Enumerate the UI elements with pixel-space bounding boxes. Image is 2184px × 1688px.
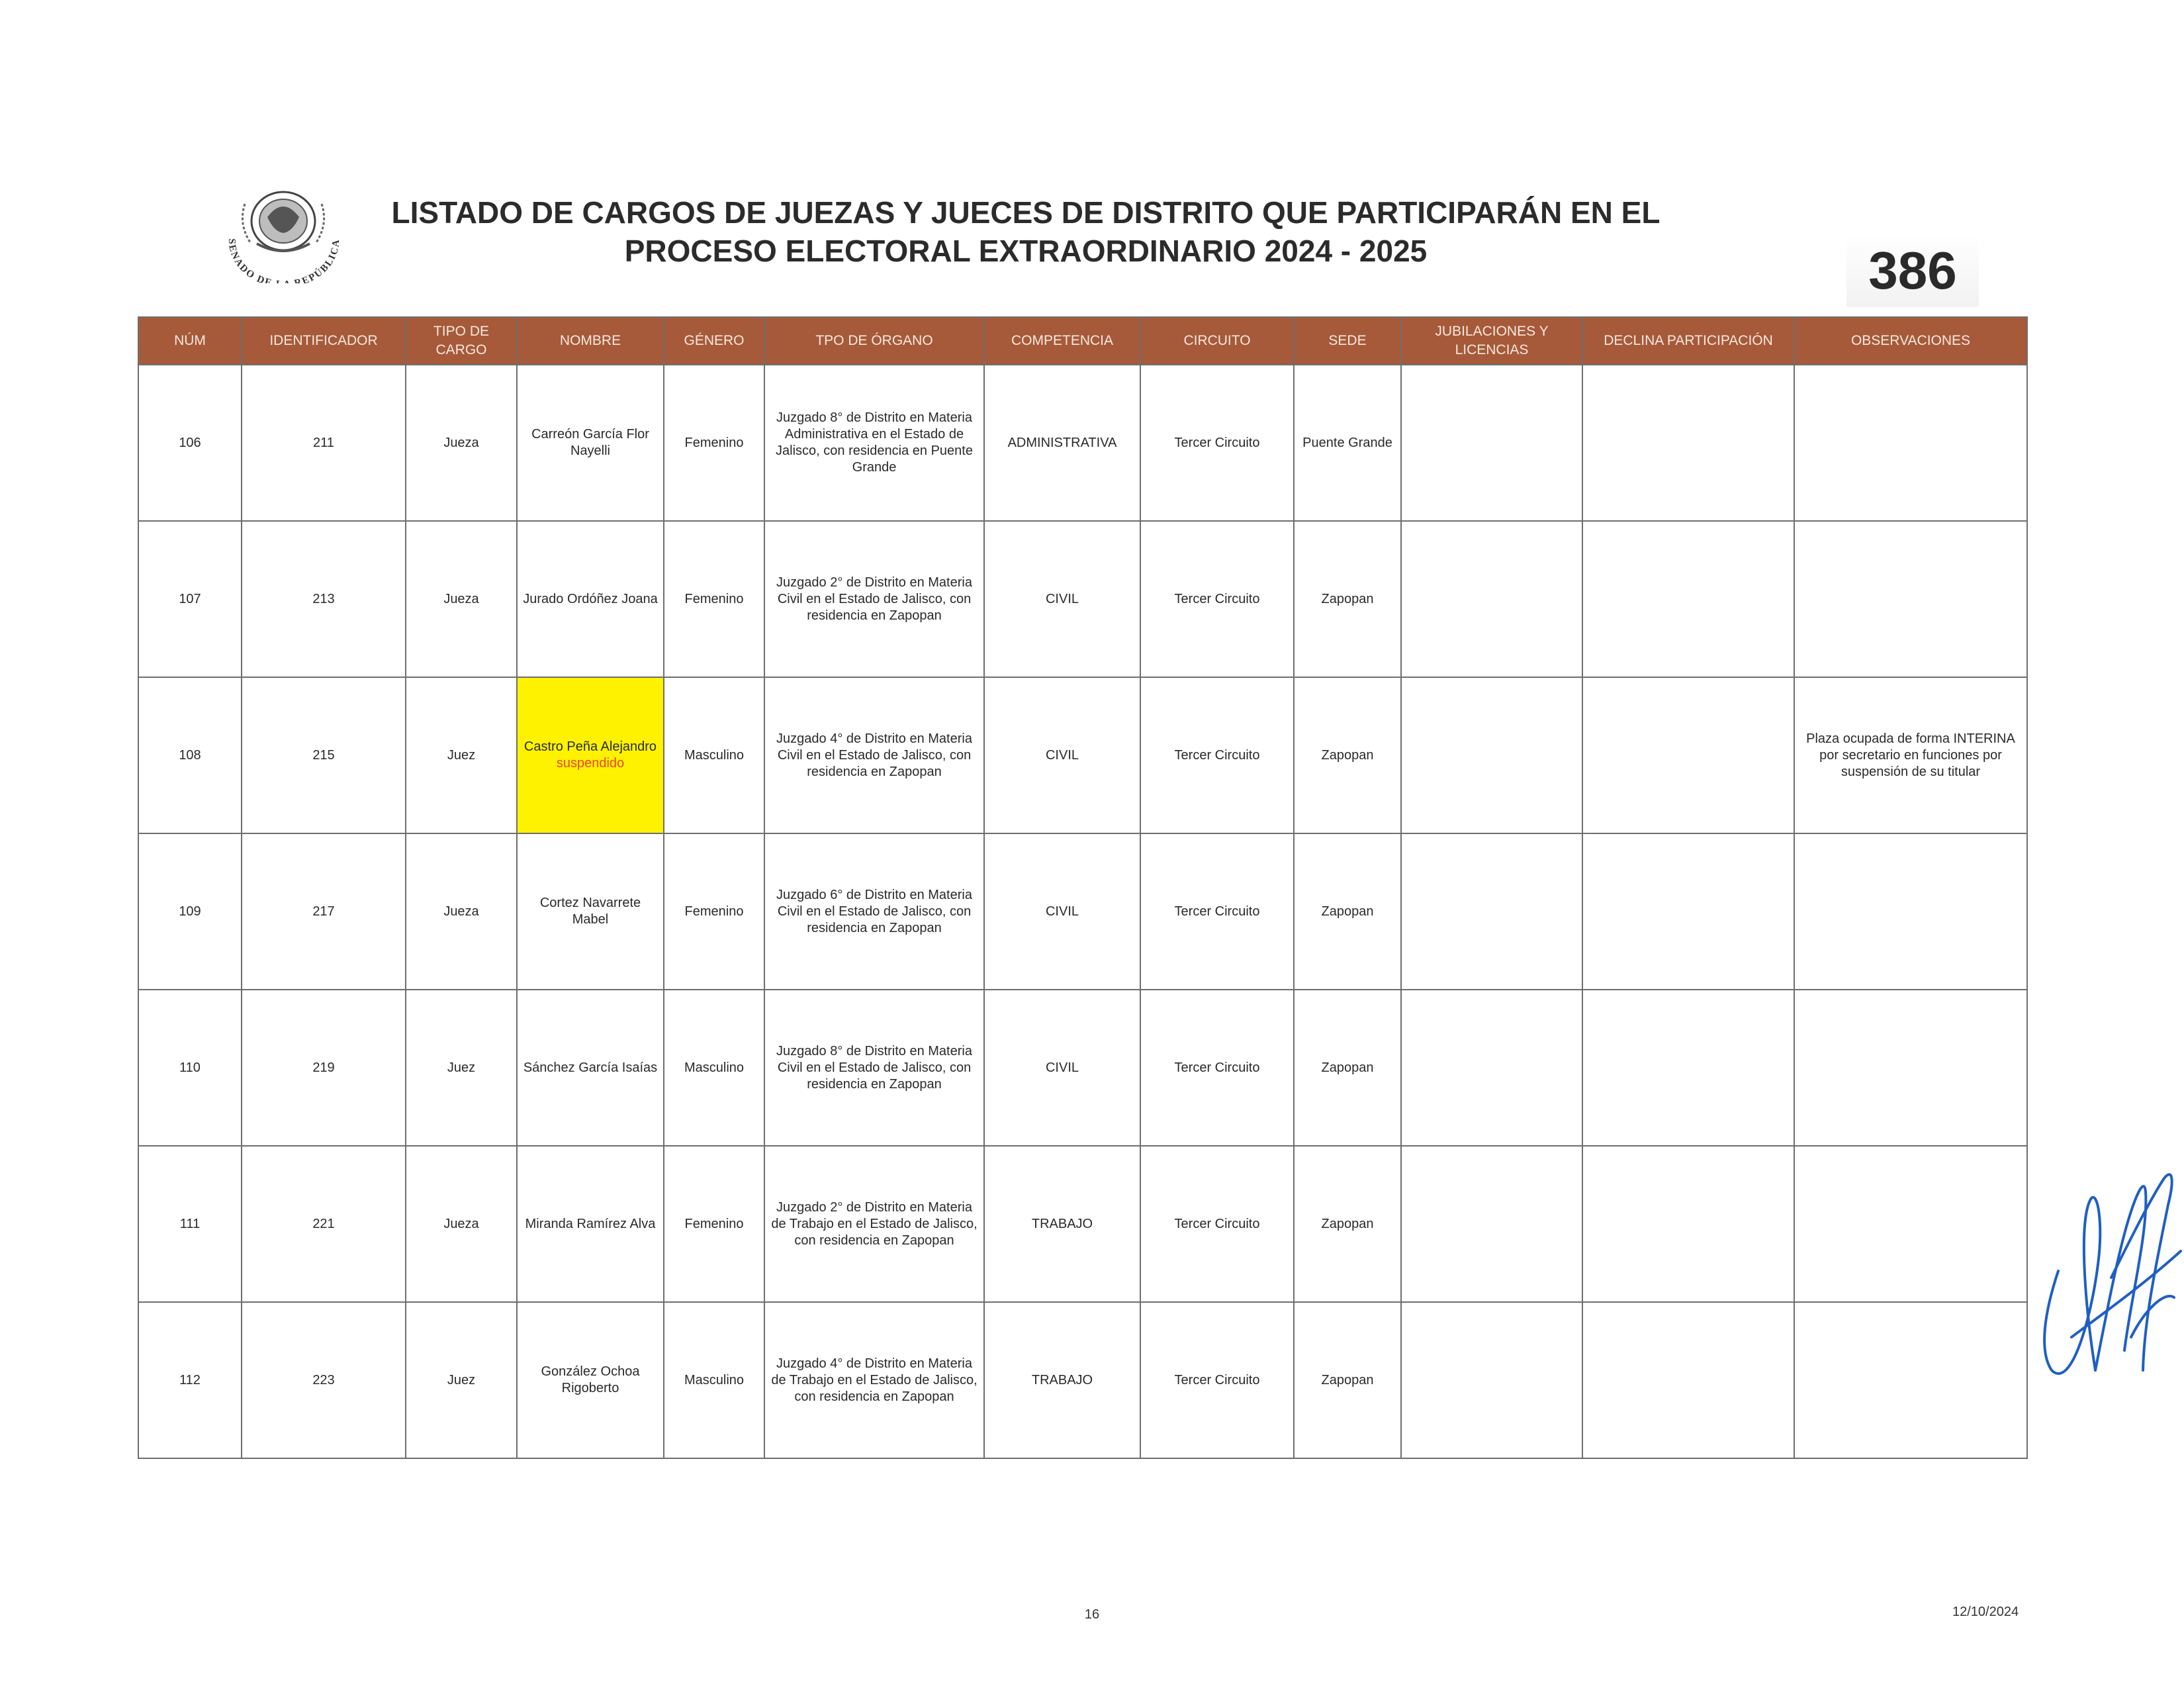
cell-num: 108 (138, 677, 242, 833)
cell-declina (1582, 1302, 1794, 1458)
cell-num: 112 (138, 1302, 242, 1458)
cargos-table (138, 316, 2028, 1459)
cell-num: 111 (138, 1146, 242, 1302)
cell-competencia: CIVIL (984, 833, 1140, 990)
column-header: JUBILACIONES Y LICENCIAS (1401, 317, 1582, 365)
column-header: SEDE (1294, 317, 1401, 365)
cell-competencia: CIVIL (984, 990, 1140, 1146)
column-header: TPO DE ÓRGANO (764, 317, 984, 365)
column-header: CIRCUITO (1140, 317, 1294, 365)
cell-jubilaciones (1401, 365, 1582, 521)
column-header: IDENTIFICADOR (242, 317, 406, 365)
cell-genero: Femenino (664, 833, 764, 990)
cell-genero: Femenino (664, 365, 764, 521)
footer-date: 12/10/2024 (1952, 1605, 2019, 1619)
table-row (138, 1302, 2027, 1458)
cell-competencia: CIVIL (984, 677, 1140, 833)
cell-nombre (517, 833, 664, 990)
column-header: DECLINA PARTICIPACIÓN (1582, 317, 1794, 365)
cell-nombre (517, 990, 664, 1146)
cell-circuito: Tercer Circuito (1140, 521, 1294, 677)
cell-genero: Masculino (664, 677, 764, 833)
table-row (138, 1146, 2027, 1302)
cell-tipo-cargo: Juez (406, 677, 517, 833)
cell-num: 109 (138, 833, 242, 990)
cell-identificador: 217 (242, 833, 406, 990)
footer-page-number: 16 (1084, 1607, 1100, 1622)
page-stamp-number: 386 (1846, 234, 1979, 307)
cell-tipo-cargo: Juez (406, 1302, 517, 1458)
cell-competencia: TRABAJO (984, 1146, 1140, 1302)
seal-text: SENADO DE REPÚBLICA (226, 238, 342, 283)
cell-sede: Zapopan (1294, 990, 1401, 1146)
column-header: GÉNERO (664, 317, 764, 365)
nombre-text: Jurado Ordóñez Joana (523, 591, 658, 606)
cell-tipo-cargo: Juez (406, 990, 517, 1146)
cell-competencia: TRABAJO (984, 1302, 1140, 1458)
cell-jubilaciones (1401, 833, 1582, 990)
cell-declina (1582, 1146, 1794, 1302)
cell-declina (1582, 677, 1794, 833)
signature-icon (2032, 1152, 2184, 1410)
cell-num: 110 (138, 990, 242, 1146)
cell-nombre (517, 365, 664, 521)
cell-sede: Zapopan (1294, 521, 1401, 677)
cell-organo: Juzgado 8° de Distrito en Materia Civil en el Estado de Jalisco, con residencia en Zapopan (764, 990, 984, 1146)
nombre-text: Miranda Ramírez Alva (525, 1216, 656, 1231)
cell-jubilaciones (1401, 990, 1582, 1146)
cell-jubilaciones (1401, 1302, 1582, 1458)
column-header: TIPO DE CARGO (406, 317, 517, 365)
cell-declina (1582, 365, 1794, 521)
suspended-note: suspendido (556, 756, 625, 771)
table-header-row (138, 317, 2027, 365)
cell-genero: Femenino (664, 521, 764, 677)
cell-identificador: 213 (242, 521, 406, 677)
cell-tipo-cargo: Jueza (406, 365, 517, 521)
cell-observaciones (1794, 365, 2027, 521)
cell-organo: Juzgado 2° de Distrito en Materia de Trabajo en el Estado de Jalisco, con residencia en Zapopan (764, 1146, 984, 1302)
cell-jubilaciones (1401, 1146, 1582, 1302)
table-row (138, 990, 2027, 1146)
cell-observaciones: Plaza ocupada de forma INTERINA por secretario en funciones por suspensión de su titular (1794, 677, 2027, 833)
cell-circuito: Tercer Circuito (1140, 1302, 1294, 1458)
title-line-1: LISTADO DE CARGOS DE JUEZAS Y JUECES DE DISTRITO QUE PARTICIPARÁN EN EL (391, 195, 1661, 230)
cell-observaciones (1794, 833, 2027, 990)
cell-sede: Zapopan (1294, 833, 1401, 990)
page-title (371, 193, 1681, 270)
cell-genero: Masculino (664, 990, 764, 1146)
cell-declina (1582, 990, 1794, 1146)
table-row (138, 833, 2027, 990)
svg-text:SENADO DE LA REPÚBLICA (226, 238, 341, 283)
cell-declina (1582, 833, 1794, 990)
cell-circuito: Tercer Circuito (1140, 833, 1294, 990)
cell-jubilaciones (1401, 677, 1582, 833)
nombre-text: Castro Peña Alejandro (523, 739, 657, 754)
column-header: OBSERVACIONES (1794, 317, 2027, 365)
cell-num: 106 (138, 365, 242, 521)
column-header: NÚM (138, 317, 242, 365)
cell-identificador: 223 (242, 1302, 406, 1458)
cell-nombre (517, 521, 664, 677)
cell-num: 107 (138, 521, 242, 677)
cell-tipo-cargo: Jueza (406, 521, 517, 677)
cell-organo: Juzgado 6° de Distrito en Materia Civil en el Estado de Jalisco, con residencia en Zapopan (764, 833, 984, 990)
cell-genero: Masculino (664, 1302, 764, 1458)
cell-identificador: 219 (242, 990, 406, 1146)
cell-sede: Zapopan (1294, 1146, 1401, 1302)
title-line-2: PROCESO ELECTORAL EXTRAORDINARIO 2024 - 2025 (624, 234, 1428, 268)
cell-tipo-cargo: Jueza (406, 833, 517, 990)
cell-circuito: Tercer Circuito (1140, 990, 1294, 1146)
cell-organo: Juzgado 8° de Distrito en Materia Administrativa en el Estado de Jalisco, con residencia en Puente Grande (764, 365, 984, 521)
cell-observaciones (1794, 1146, 2027, 1302)
nombre-text: Cortez Navarrete Mabel (539, 896, 641, 927)
table-row (138, 521, 2027, 677)
cell-competencia: CIVIL (984, 521, 1140, 677)
cell-tipo-cargo: Jueza (406, 1146, 517, 1302)
nombre-text: González Ochoa Rigoberto (541, 1364, 640, 1395)
cell-identificador: 221 (242, 1146, 406, 1302)
cell-sede: Zapopan (1294, 677, 1401, 833)
nombre-text: Sánchez García Isaías (523, 1060, 658, 1075)
cell-organo: Juzgado 4° de Distrito en Materia Civil en el Estado de Jalisco, con residencia en Zapopan (764, 677, 984, 833)
cell-observaciones (1794, 521, 2027, 677)
senado-seal-icon (210, 177, 357, 283)
cell-observaciones (1794, 990, 2027, 1146)
cell-organo: Juzgado 2° de Distrito en Materia Civil en el Estado de Jalisco, con residencia en Zapopan (764, 521, 984, 677)
nombre-text: Carreón García Flor Nayelli (531, 427, 649, 458)
cell-circuito: Tercer Circuito (1140, 677, 1294, 833)
cell-competencia: ADMINISTRATIVA (984, 365, 1140, 521)
cell-genero: Femenino (664, 1146, 764, 1302)
cell-nombre (517, 1302, 664, 1458)
cell-declina (1582, 521, 1794, 677)
column-header: COMPETENCIA (984, 317, 1140, 365)
cell-sede: Zapopan (1294, 1302, 1401, 1458)
cell-circuito: Tercer Circuito (1140, 1146, 1294, 1302)
table-row (138, 365, 2027, 521)
cell-sede: Puente Grande (1294, 365, 1401, 521)
cell-organo: Juzgado 4° de Distrito en Materia de Trabajo en el Estado de Jalisco, con residencia en Zapopan (764, 1302, 984, 1458)
cell-identificador: 211 (242, 365, 406, 521)
cell-identificador: 215 (242, 677, 406, 833)
cell-observaciones (1794, 1302, 2027, 1458)
column-header: NOMBRE (517, 317, 664, 365)
table-row (138, 677, 2027, 833)
cell-circuito: Tercer Circuito (1140, 365, 1294, 521)
cell-nombre-highlighted (517, 677, 664, 833)
cell-jubilaciones (1401, 521, 1582, 677)
cell-nombre (517, 1146, 664, 1302)
